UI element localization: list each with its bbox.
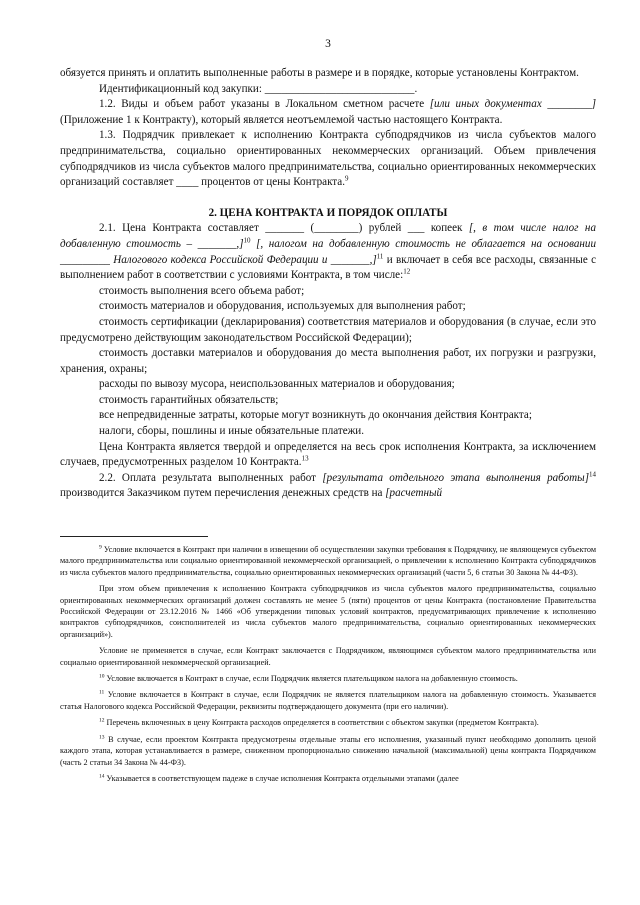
paragraph — [60, 440, 596, 471]
footnote-ref: 14 — [589, 470, 597, 479]
paragraph: стоимость доставки материалов и оборудования до места выполнения работ, их погрузки и разгрузки, хранения, охраны; — [60, 347, 596, 375]
section-heading: 2. ЦЕНА КОНТРАКТА И ПОРЯДОК ОПЛАТЫ — [208, 206, 448, 219]
text-run: Перечень включенных в цену Контракта расходов определяется в соответствии с объектом закупки (предметом Контракта). — [104, 718, 539, 728]
footnote-ref: 10 — [99, 673, 105, 680]
text-run: Указывается в соответствующем падеже в случае исполнения Контракта отдельными этапами (далее — [104, 773, 459, 783]
footnote-separator — [60, 536, 208, 537]
text-run: (Приложение 1 к Контракту), который является неотъемлемой частью настоящего Контракта. — [60, 113, 503, 126]
main-text — [60, 66, 596, 502]
paragraph: стоимость гарантийных обязательств; — [99, 393, 279, 406]
paragraph: все непредвиденные затраты, которые могут возникнуть до окончания действия Контракта; — [99, 409, 532, 422]
paragraph — [60, 221, 596, 283]
paragraph: стоимость материалов и оборудования, используемых для выполнения работ; — [99, 300, 466, 313]
footnote — [60, 544, 596, 578]
italic-text: [расчетный — [385, 487, 443, 500]
italic-text: [, налогом на добавленную стоимость не облагается на основании _________ Налогового кодекса Российской Федерации и _______,] — [60, 237, 596, 266]
paragraph: стоимость выполнения всего объема работ; — [99, 284, 305, 297]
footnote-ref: 11 — [376, 251, 384, 260]
footnote — [60, 773, 596, 784]
footnote-ref: 9 — [99, 544, 102, 551]
text-run: 2.1. Цена Контракта составляет _______ (________) рублей ___ копеек — [99, 222, 469, 235]
paragraph — [60, 97, 596, 128]
text-run: производится Заказчиком путем перечисления денежных средств на — [60, 487, 386, 500]
footnote-ref: 12 — [99, 717, 105, 724]
italic-text: [или иных документах ________] — [429, 98, 597, 111]
text-run: Цена Контракта является твердой и определяется на весь срок исполнения Контракта, за исключением случаев, предусмотренных разделом 10 Контракта. — [60, 440, 596, 469]
footnote-ref: 14 — [99, 773, 105, 780]
paragraph — [60, 128, 596, 190]
footnote-ref: 10 — [243, 236, 251, 245]
footnote — [60, 689, 596, 712]
footnote — [60, 583, 596, 640]
text-run: 2.2. Оплата результата выполненных работ — [99, 471, 323, 484]
paragraph: стоимость сертификации (декларирования) соответствия материалов и оборудования (в случае, если это предусмотрено действующим законодательством Российской Федерации); — [60, 315, 596, 344]
text-run: 1.3. Подрядчик привлекает к исполнению Контракта субподрядчиков из числа субъектов малого предпринимательства, социально ориентированных некоммерческих организаций. Объем привлечения субподрядчиков из числа субъектов малого предпринимательства, социально ориентированных некоммерческих организаций составляет ____ процентов от цены Контракта. — [60, 129, 596, 189]
text-run: Условие включается в Контракт в случае, если Подрядчик является плательщиком налога на добавленную стоимость. — [104, 674, 518, 684]
text-run: Условие не применяется в случае, если Контракт заключается с Подрядчиком, являющимся субъектом малого предпринимательства или социально ориентированной некоммерческой организацией. — [60, 646, 596, 667]
footnote-ref: 9 — [345, 174, 349, 183]
text-run: Условие включается в Контракт в случае, если Подрядчик не является плательщиком налога на добавленную стоимость. Указывается статья Налогового кодекса Российской Федерации, реквизиты подтверждающего документа (при его наличии). — [60, 690, 596, 711]
footnote — [60, 717, 596, 728]
text-run: и включает в себя все расходы, связанные с выполнением работ в соответствии с условиями Контракта, в том числе: — [60, 253, 597, 282]
text-run: В случае, если проектом Контракта предусмотрены отдельные этапы его исполнения, указанный пункт необходимо дополнить ценой каждого этапа, которая устанавливается в размере, сниженном пропорционально снижению начальной (максимальной) цены контракта Подрядчиком (часть 2 статьи 34 Закона № 44-ФЗ). — [60, 734, 596, 767]
footnote — [60, 673, 596, 684]
italic-text: [результата отдельного этапа выполнения работы] — [322, 471, 590, 484]
footnotes — [60, 544, 596, 784]
footnote-ref: 13 — [99, 733, 105, 740]
paragraph: налоги, сборы, пошлины и иные обязательные платежи. — [99, 425, 365, 438]
paragraph: обязуется принять и оплатить выполненные работы в размере и в порядке, которые установлены Контрактом. — [60, 67, 579, 79]
italic-text: [, в том числе налог на добавленную стоимость – _______,] — [60, 222, 596, 250]
page-number: 3 — [325, 38, 331, 50]
paragraph: Идентификационный код закупки: ___________________________. — [99, 82, 418, 95]
text-run: 1.2. Виды и объем работ указаны в Локальном сметном расчете — [99, 98, 430, 111]
text-run: Условие включается в Контракт при наличии в извещении об осуществлении закупки требования к Подрядчику, не являющемуся субъектом малого предпринимательства или социально ориентированной некоммерческой организацией, о привлечении к исполнению Контракта субподрядчиков из числа субъектов малого предпринимательства, социально ориентированных некоммерческих организаций (части 5, 6 статьи 30 Закона № 44-ФЗ). — [60, 545, 596, 577]
footnote — [60, 734, 596, 768]
footnote — [60, 645, 596, 668]
text-run: При этом объем привлечения к исполнению Контракта субподрядчиков из числа субъектов малого предпринимательства, социально ориентированных некоммерческих организаций должен составлять не менее 5 (пяти) процентов от цены Контракта (постановление Правительства Российской Федерации от 23.12.2016 № 1466 «Об утверждении типовых условий контрактов, предусматривающих привлечение к исполнению контрактов субподрядчиков, соисполнителей из числа субъектов малого предпринимательства, социально ориентированных некоммерческих организаций»). — [60, 584, 596, 639]
footnote-ref: 11 — [99, 689, 105, 696]
section-gap — [60, 191, 596, 206]
paragraph: расходы по вывозу мусора, неиспользованных материалов и оборудования; — [99, 378, 455, 391]
footnote-ref: 12 — [403, 267, 411, 276]
paragraph — [60, 471, 596, 502]
footnote-ref: 13 — [301, 454, 309, 463]
